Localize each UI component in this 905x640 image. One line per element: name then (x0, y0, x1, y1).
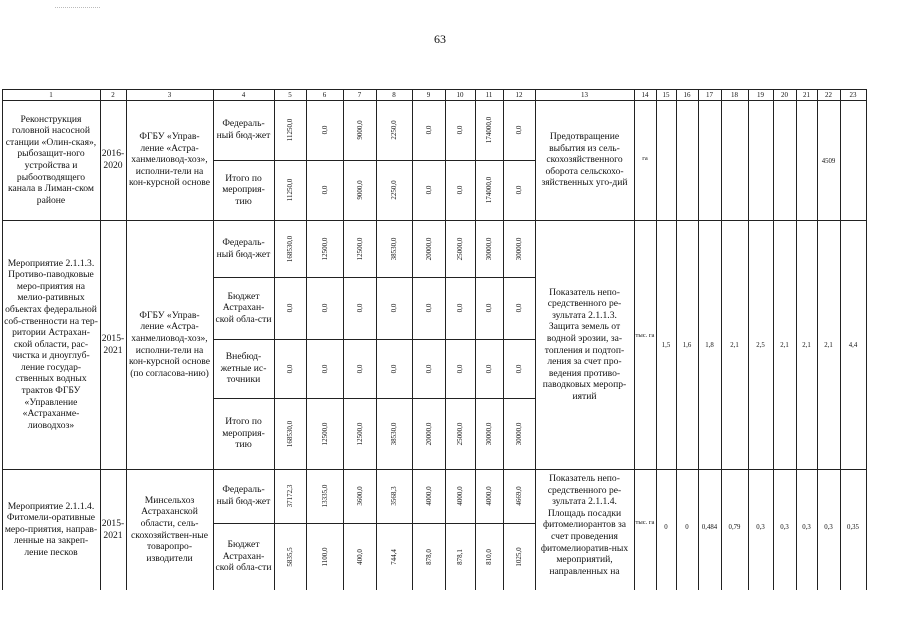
funding-value: 13335,0 (320, 484, 329, 508)
section-separator (2, 220, 866, 221)
funding-value: 4000,0 (485, 486, 493, 506)
column-border (412, 89, 413, 590)
column-number: 10 (456, 91, 464, 99)
funding-value: 0,0 (320, 364, 329, 373)
target-value: 0,79 (728, 524, 741, 531)
target-value: 0,3 (824, 524, 833, 531)
funding-value: 12500,0 (320, 237, 329, 260)
funding-value: 878,1 (456, 548, 464, 565)
activity-name: Реконструкция головной насосной станции «Олин-ская», рыбозащит-ного устройства и рыбоотводящего канала в Лиман-ском районе (5, 113, 97, 206)
target-value: 2,1 (730, 342, 739, 349)
column-number: 1 (49, 91, 53, 99)
column-number: 18 (731, 91, 738, 99)
funding-value: 0,0 (456, 364, 464, 373)
column-number: 2 (111, 91, 115, 99)
funding-value: 38530,0 (390, 422, 398, 445)
funding-value: 1100,0 (320, 547, 329, 566)
target-value: 1,5 (661, 342, 671, 349)
column-number: 7 (357, 91, 362, 99)
funding-value: 25000,0 (456, 237, 464, 260)
funding-value: 810,0 (485, 548, 493, 565)
column-border (698, 89, 699, 590)
funding-value: 11250,0 (286, 118, 294, 142)
funding-source: Бюджет Астрахан-ской обла-сти (215, 290, 272, 325)
target-value: 1,8 (705, 342, 714, 349)
funding-value: 0,0 (515, 125, 523, 135)
target-value: 0 (664, 524, 668, 531)
column-border (306, 89, 307, 590)
target-value: 0,35 (847, 524, 859, 531)
unit: тыс. га (635, 332, 655, 339)
column-border (445, 89, 446, 590)
target-value: 1,6 (682, 342, 692, 349)
column-number: 17 (706, 91, 713, 99)
column-number: 19 (757, 91, 764, 99)
funding-value: 0,0 (485, 364, 493, 373)
funding-source: Федераль-ный бюд-жет (216, 484, 271, 507)
indicator-text: Показатель непо-средственного ре-зультата 2.1.1.3. Защита земель от водной эрозии, за-топления и подтоп-ления за счет про-ведения противо-паводковых меропр-иятий (542, 286, 627, 402)
table-top-border (2, 89, 866, 90)
funding-value: 2250,0 (390, 120, 398, 140)
funding-value: 30000,0 (485, 237, 493, 260)
target-value: 2,1 (824, 342, 833, 349)
funding-value: 400,0 (355, 548, 364, 565)
target-value: 0 (685, 524, 689, 531)
funding-value: 25000,0 (456, 422, 464, 445)
target-value: 0,3 (756, 524, 765, 531)
column-number: 4 (241, 91, 246, 99)
funding-value: 20000,0 (424, 422, 433, 445)
column-number: 11 (485, 91, 493, 99)
funding-value: 878,0 (424, 548, 433, 565)
column-number: 15 (662, 91, 670, 99)
funding-value: 0,0 (286, 303, 294, 313)
indicator-text: Показатель непо-средственного ре-зультата 2.1.1.4. Площадь посадки фитомелиорантов за счет проведения фитомелиоратив-ных мероприятий, направленных на (540, 473, 629, 577)
column-border (866, 89, 867, 590)
column-number: 13 (581, 91, 588, 99)
funding-value: 0,0 (320, 185, 329, 195)
target-value: 4509 (821, 158, 836, 165)
scan-smudge (55, 7, 100, 11)
funding-value: 4669,0 (515, 486, 523, 506)
funding-value: 0,0 (320, 125, 329, 135)
target-value: 0,3 (802, 524, 811, 531)
executor: Минсельхоз Астраханской области, сель-скохозяйствен-ные товаропро-изводители (131, 494, 208, 564)
funding-value: 174000,0 (485, 116, 493, 144)
target-value: 0,484 (701, 524, 718, 531)
funding-value: 0,0 (355, 364, 364, 373)
funding-value: 30000,0 (485, 422, 493, 445)
funding-value: 0,0 (320, 303, 329, 313)
funding-value: 4000,0 (456, 486, 464, 506)
unit: тыс. га (635, 519, 655, 526)
column-border (376, 89, 377, 590)
funding-value: 3600,0 (355, 486, 364, 506)
page-number: 63 (434, 32, 446, 46)
activity-name: Мероприятие 2.1.1.3. Противо-паводковые меро-приятия на мелио-ративных объектах федеральной соб-ственности на тер-ритории Астрахан-ской области, рас-чистка и дноуглуб-ление государ-ственных водных трактов ФГБУ «Управление «Астраханме-лиоводхоз» (4, 257, 98, 431)
column-border (343, 89, 344, 590)
column-number: 16 (683, 91, 691, 99)
funding-source: Внебюд-жетные ис-точники (220, 351, 267, 386)
target-value: 2,1 (802, 342, 811, 349)
funding-value: 0,0 (485, 303, 493, 313)
column-border (475, 89, 476, 590)
column-number: 22 (825, 91, 832, 99)
header-bottom-border (2, 100, 866, 101)
funding-value: 168530,0 (286, 235, 294, 262)
funding-value: 30000,0 (515, 237, 523, 260)
funding-value: 0,0 (515, 303, 523, 313)
column-border (126, 89, 127, 590)
column-border (676, 89, 677, 590)
executor: ФГБУ «Управ-ление «Астра-ханмелиовод-хоз», исполни-тели на кон-курсной основе (по согласова-нию) (128, 309, 211, 379)
column-number: 8 (392, 91, 396, 99)
funding-value: 744,4 (390, 548, 398, 565)
column-border (773, 89, 774, 590)
column-number: 9 (426, 91, 431, 99)
funding-value: 12500,0 (355, 422, 364, 445)
funding-source: Бюджет Астрахан-ской обла-сти (215, 539, 272, 574)
column-number: 14 (641, 91, 649, 99)
target-value: 4,4 (848, 342, 858, 349)
indicator-text: Предотвращение выбытия из сель-скохозяйственного оборота сельскохо-зяйственных уго-дий (541, 131, 628, 189)
funding-value: 9000,0 (355, 120, 364, 140)
funding-value: 0,0 (424, 125, 433, 135)
funding-value: 0,0 (515, 185, 523, 195)
funding-value: 0,0 (286, 364, 294, 373)
funding-value: 0,0 (456, 185, 464, 195)
column-number: 12 (515, 91, 523, 99)
column-border (796, 89, 797, 590)
unit: га (642, 155, 648, 162)
funding-value: 0,0 (424, 303, 433, 313)
section-separator (2, 469, 866, 470)
funding-value: 2250,0 (390, 180, 398, 200)
funding-value: 30000,0 (515, 422, 523, 445)
funding-value: 3568,3 (390, 486, 398, 506)
column-border (748, 89, 749, 590)
column-border (721, 89, 722, 590)
column-border (656, 89, 657, 590)
column-border (634, 89, 635, 590)
column-border (840, 89, 841, 590)
funding-value: 174000,0 (485, 176, 493, 204)
period: 2015-2021 (101, 517, 125, 541)
funding-value: 11250,0 (286, 178, 294, 202)
column-number: 3 (167, 91, 172, 99)
funding-value: 4000,0 (424, 486, 433, 506)
funding-value: 0,0 (456, 303, 464, 313)
funding-value: 20000,0 (424, 237, 433, 260)
funding-value: 9000,0 (355, 180, 364, 200)
funding-value: 12500,0 (320, 422, 329, 445)
funding-value: 38530,0 (390, 237, 398, 260)
column-number: 6 (322, 91, 327, 99)
column-number: 20 (781, 91, 788, 99)
column-border (535, 89, 536, 590)
funding-value: 0,0 (515, 364, 523, 373)
period: 2015-2021 (101, 332, 125, 356)
funding-source: Федераль-ный бюд-жет (216, 236, 271, 260)
funding-value: 0,0 (456, 125, 464, 135)
activity-name: Мероприятие 2.1.1.4. Фитомели-оративные меро-приятия, направ-ленные на закреп-ление песков (4, 500, 98, 558)
funding-source: Федераль-ный бюд-жет (216, 118, 271, 141)
funding-value: 37172,3 (286, 484, 294, 508)
funding-value: 0,0 (390, 303, 398, 313)
column-number: 23 (849, 91, 857, 99)
funding-value: 0,0 (424, 364, 433, 373)
funding-source: Итого по мероприя-тию (222, 416, 265, 451)
funding-value: 5835,5 (286, 546, 294, 567)
target-value: 2,5 (756, 342, 765, 349)
funding-value: 0,0 (390, 364, 398, 373)
funding-value: 0,0 (424, 185, 433, 195)
funding-source: Итого по мероприя-тию (222, 172, 265, 207)
column-border (274, 89, 275, 590)
period: 2016-2020 (101, 148, 125, 171)
funding-value: 168530,0 (286, 420, 294, 447)
funding-value: 0,0 (355, 303, 364, 313)
target-value: 0,3 (780, 524, 789, 531)
target-value: 2,1 (780, 342, 789, 349)
funding-value: 12500,0 (355, 237, 364, 260)
column-border (503, 89, 504, 590)
column-number: 21 (803, 91, 810, 99)
column-number: 5 (288, 91, 292, 99)
funding-value: 1025,0 (515, 546, 523, 567)
executor: ФГБУ «Управ-ление «Астра-ханмелиовод-хоз», исполни-тели на кон-курсной основе (128, 131, 211, 189)
